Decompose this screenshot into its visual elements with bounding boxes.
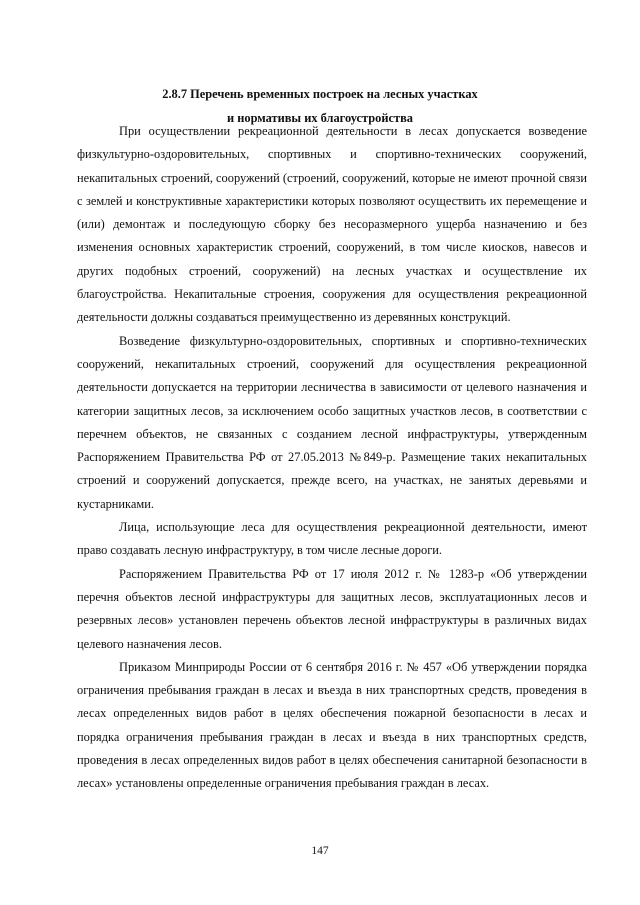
section-heading-line-1: 2.8.7 Перечень временных построек на лесных участках <box>162 87 478 101</box>
page-number: 147 <box>311 845 329 857</box>
section-heading-line-2: и нормативы их благоустройства <box>227 111 413 125</box>
paragraph-forest-infrastructure-rights: Лица, использующие леса для осуществления рекреационной деятельности, имеют право создавать лесную инфраструктуру, в том числе лесные дороги. <box>77 520 587 558</box>
paragraph-recreational-structures: При осуществлении рекреационной деятельности в лесах допускается возведение физкультурно-оздоровительных, спортивных и спортивно-технических сооружений, некапитальных строений, сооружений (строений, сооружений, которые не имеют прочной связи с землей и конструктивные характеристики которых позволяют осуществить их перемещение и (или) демонтаж и последующую сборку без несоразмерного ущерба назначению и без изменения основных характеристик строений, сооружений, в том числе киосков, навесов и других подобных строений, сооружений) на лесных участках и осуществление их благоустройства. Некапитальные строения, сооружения для осуществления рекреационной деятельности должны создаваться преимущественно из деревянных конструкций. <box>77 124 587 325</box>
paragraph-ministry-order-457: Приказом Минприроды России от 6 сентября 2016 г. № 457 «Об утверждении порядка ограничения пребывания граждан в лесах и въезда в них транспортных средств, проведения в лесах определенных видов работ в целях обеспечения пожарной безопасности в лесах и порядка ограничения пребывания граждан в лесах и въезда в них транспортных средств, проведения в лесах определенных видов работ в целях обеспечения санитарной безопасности в лесах» установлены определенные ограничения пребывания граждан в лесах. <box>77 659 587 791</box>
paragraph-government-order-1283: Распоряжением Правительства РФ от 17 июля 2012 г. № 1283-р «Об утверждении перечня объектов лесной инфраструктуры для защитных лесов, эксплуатационных лесов и резервных лесов» установлен перечень объектов лесной инфраструктуры в различных видах целевого назначения лесов. <box>77 566 587 651</box>
paragraph-construction-permitted: Возведение физкультурно-оздоровительных, спортивных и спортивно-технических сооружений, некапитальных строений, сооружений для осуществления рекреационной деятельности допускается на территории лесничества в зависимости от целевого назначения и категории защитных лесов, за исключением особо защитных участков лесов, в соответствии с перечнем объектов, не связанных с созданием лесной инфраструктуры, утвержденным Распоряжением Правительства РФ от 27.05.2013 №849-р. Размещение таких некапитальных строений и сооружений допускается, прежде всего, на участках, не занятых деревьями и кустарниками. <box>77 333 587 511</box>
body-text <box>77 120 587 796</box>
